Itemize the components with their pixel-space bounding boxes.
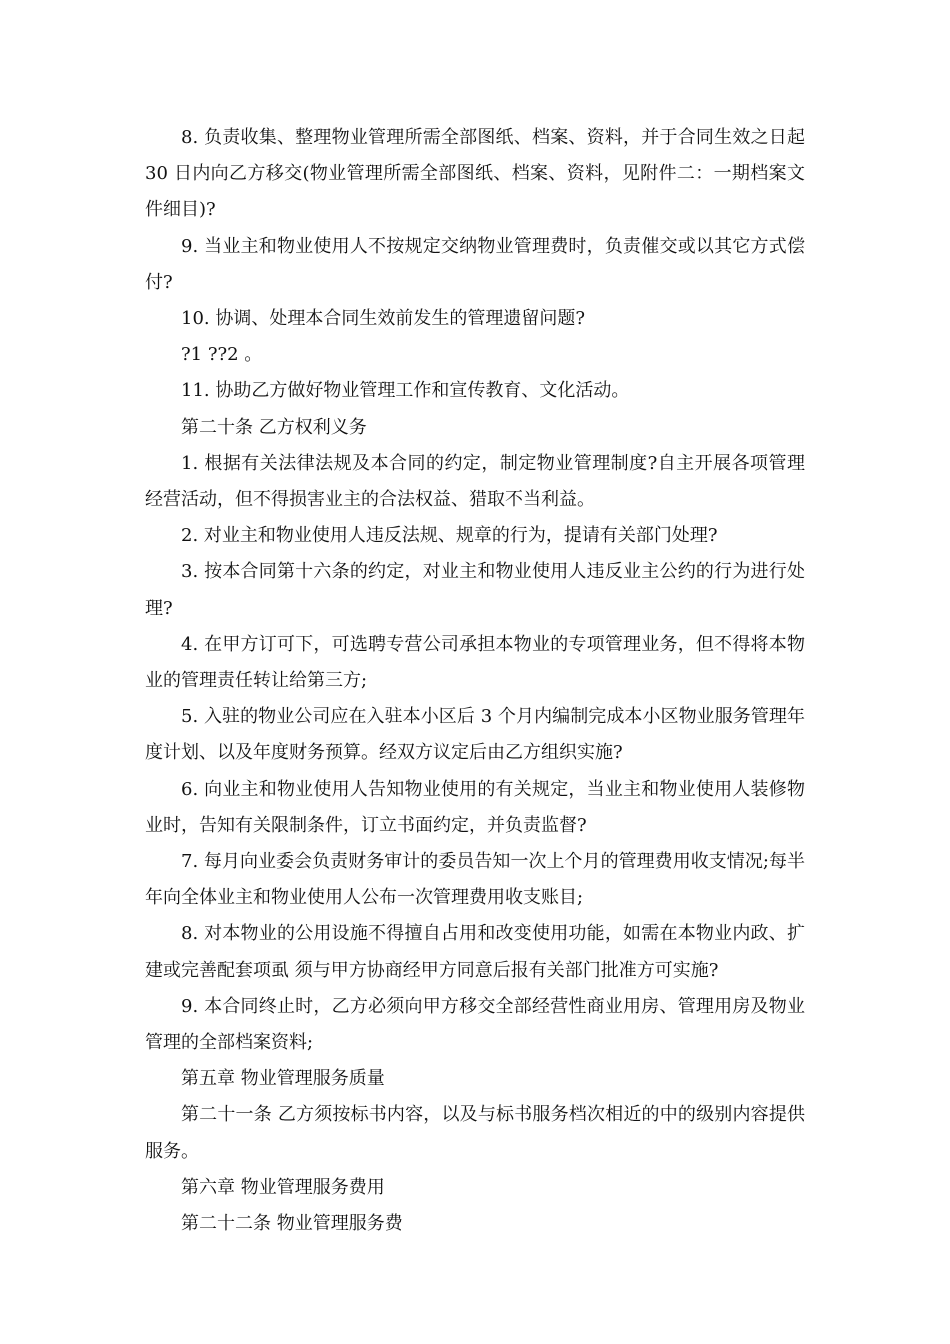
paragraph-right-6-renovation: 6. 向业主和物业使用人告知物业使用的有关规定，当业主和物业使用人装修物业时，告知有关限制条件，订立书面约定，并负责监督? xyxy=(145,778,805,836)
paragraph-right-4-subcontract: 4. 在甲方订可下，可选聘专营公司承担本物业的专项管理业务，但不得将本物业的管理责任转让给第三方; xyxy=(145,633,805,692)
paragraph-clause-9-fee-collection: 9. 当业主和物业使用人不按规定交纳物业管理费时，负责催交或以其它方式偿付? xyxy=(145,235,805,293)
article-21-paragraph: 第二十一条 乙方须按标书内容，以及与标书服务档次相近的中的级别内容提供服务。 xyxy=(145,1104,805,1162)
article-22-heading: 第二十二条 物业管理服务费 xyxy=(181,1213,403,1235)
paragraph-garbled-line: ?1 ??2 。 xyxy=(181,344,263,366)
paragraph-right-1-rules: 1. 根据有关法律法规及本合同的约定，制定物业管理制度?自主开展各项管理经营活动，但不得损害业主的合法权益、猎取不当利益。 xyxy=(145,452,805,511)
document-body xyxy=(145,120,805,1242)
paragraph-right-5-annual-plan: 5. 入驻的物业公司应在入驻本小区后 3 个月内编制完成本小区物业服务管理年度计划、以及年度财务预算。经双方议定后由乙方组织实施? xyxy=(145,706,805,764)
paragraph-clause-8-collect-archives: 8. 负责收集、整理物业管理所需全部图纸、档案、资料，并于合同生效之日起 30 日内向乙方移交(物业管理所需全部图纸、档案、资料，见附件二：一期档案文件细目)? xyxy=(145,127,805,221)
paragraph-right-7-financial-report: 7. 每月向业委会负责财务审计的委员告知一次上个月的管理费用收支情况;每半年向全体业主和物业使用人公布一次管理费用收支账目; xyxy=(145,851,805,909)
article-20-heading: 第二十条 乙方权利义务 xyxy=(181,416,367,438)
paragraph-right-2-violations: 2. 对业主和物业使用人违反法规、规章的行为，提请有关部门处理? xyxy=(181,525,718,547)
chapter-6-heading: 第六章 物业管理服务费用 xyxy=(181,1176,385,1198)
chapter-5-heading: 第五章 物业管理服务质量 xyxy=(181,1068,385,1090)
paragraph-right-3-owner-covenant: 3. 按本合同第十六条的约定，对业主和物业使用人违反业主公约的行为进行处理? xyxy=(145,561,805,619)
paragraph-clause-10-legacy-issues: 10. 协调、处理本合同生效前发生的管理遗留问题? xyxy=(181,308,585,330)
paragraph-right-9-handover: 9. 本合同终止时，乙方必须向甲方移交全部经营性商业用房、管理用房及物业管理的全部档案资料; xyxy=(145,995,805,1054)
paragraph-right-8-public-facilities: 8. 对本物业的公用设施不得擅自占用和改变使用功能，如需在本物业内政、扩建或完善配套项虱 须与甲方协商经甲方同意后报有关部门批准方可实施? xyxy=(145,923,805,981)
paragraph-clause-11-assist: 11. 协助乙方做好物业管理工作和宣传教育、文化活动。 xyxy=(181,380,630,402)
